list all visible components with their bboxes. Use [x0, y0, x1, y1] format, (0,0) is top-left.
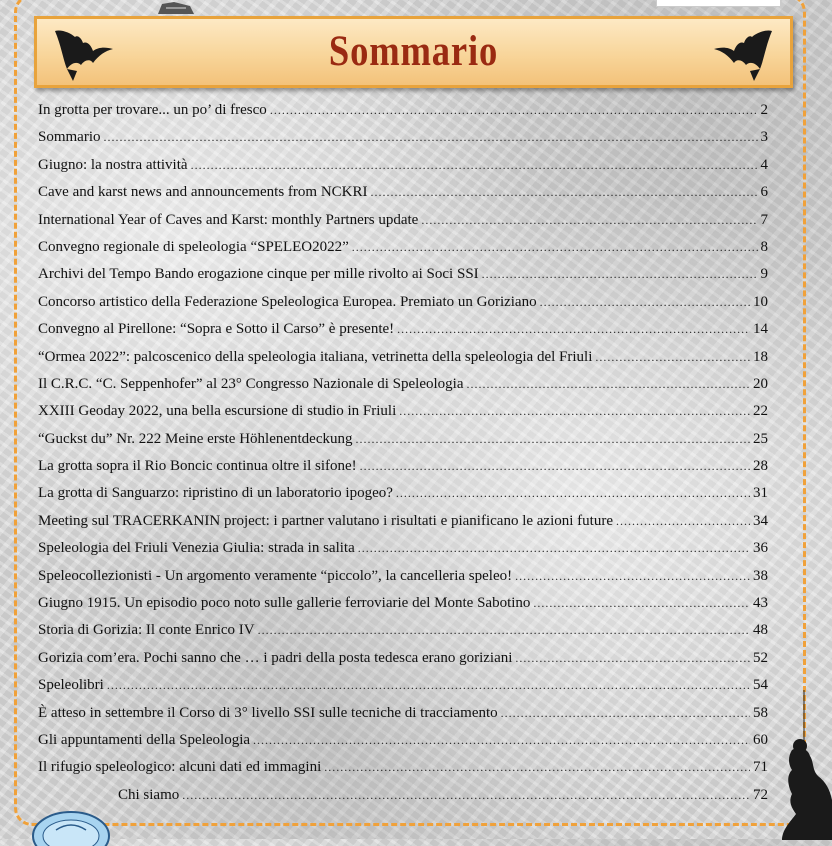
toc-leader-dots — [258, 623, 750, 638]
toc-entry[interactable] — [38, 184, 768, 211]
toc-entry-page: 22 — [753, 403, 768, 420]
page-title: Sommario — [328, 28, 499, 75]
toc-entry[interactable] — [38, 321, 768, 348]
toc-entry-page: 4 — [760, 156, 768, 173]
toc-entry[interactable] — [38, 568, 768, 595]
toc-entry-title: È atteso in settembre il Corso di 3° livello SSI sulle tecniche di tracciamento — [38, 704, 498, 721]
toc-entry[interactable] — [38, 157, 768, 184]
toc-leader-dots — [371, 185, 758, 200]
toc-entry[interactable] — [38, 349, 768, 376]
toc-entry[interactable] — [38, 239, 768, 266]
toc-leader-dots — [253, 733, 750, 748]
toc-entry-page: 36 — [753, 540, 768, 557]
toc-entry-page: 72 — [753, 786, 768, 803]
toc-leader-dots — [324, 760, 750, 775]
toc-leader-dots — [501, 706, 750, 721]
toc-entry-page: 28 — [753, 458, 768, 475]
toc-entry[interactable] — [38, 759, 768, 786]
toc-entry[interactable] — [38, 294, 768, 321]
toc-leader-dots — [616, 514, 750, 529]
toc-leader-dots — [399, 404, 750, 419]
toc-entry[interactable] — [38, 595, 768, 622]
toc-entry-title: Cave and karst news and announcements from NCKRI — [38, 184, 368, 201]
toc-entry-page: 20 — [753, 375, 768, 392]
toc-leader-dots — [360, 459, 750, 474]
toc-leader-dots — [397, 322, 750, 337]
toc-leader-dots — [595, 350, 750, 365]
toc-entry-page: 14 — [753, 321, 768, 338]
toc-entry-title: Gli appuntamenti della Speleologia — [38, 731, 251, 748]
top-logo-icon — [156, 0, 196, 14]
toc-leader-dots — [352, 240, 758, 255]
toc-entry-title: XXIII Geoday 2022, una bella escursione di studio in Friuli — [38, 403, 397, 420]
toc-leader-dots — [515, 569, 750, 584]
toc-entry-page: 43 — [753, 595, 768, 612]
toc-entry-title: Il C.R.C. “C. Seppenhofer” al 23° Congresso Nazionale di Speleologia — [38, 375, 464, 392]
toc-entry-title: Meeting sul TRACERKANIN project: i partner valutano i risultati e pianificano le azioni future — [38, 512, 613, 529]
toc-leader-dots — [467, 377, 751, 392]
toc-leader-dots — [482, 267, 758, 282]
toc-entry[interactable] — [38, 212, 768, 239]
toc-entry-page: 54 — [753, 677, 768, 694]
toc-entry-page: 10 — [753, 293, 768, 310]
title-banner — [34, 16, 793, 88]
toc-entry-title: “Ormea 2022”: palcoscenico della speleologia italiana, vetrinetta della speleologia del Friuli — [38, 348, 593, 365]
toc-entry-title: Storia di Gorizia: Il conte Enrico IV — [38, 622, 255, 639]
toc-entry[interactable] — [38, 650, 768, 677]
toc-entry[interactable] — [38, 540, 768, 567]
toc-entry-title: Convegno al Pirellone: “Sopra e Sotto il Carso” è presente! — [38, 321, 395, 338]
toc-entry-page: 48 — [753, 622, 768, 639]
toc-entry[interactable] — [38, 102, 768, 129]
toc-leader-dots — [540, 295, 750, 310]
toc-leader-dots — [182, 788, 750, 803]
toc-entry-page: 6 — [760, 184, 768, 201]
toc-entry-title: Concorso artistico della Federazione Speleologica Europea. Premiato un Goriziano — [38, 293, 537, 310]
toc-leader-dots — [515, 651, 750, 666]
toc-entry-title: Speleocollezionisti - Un argomento veramente “piccolo”, la cancelleria speleo! — [38, 567, 513, 584]
toc-entry-page: 3 — [760, 129, 768, 146]
toc-entry-page: 2 — [760, 102, 768, 118]
toc-entry-title: Speleolibri — [38, 677, 104, 694]
toc-entry[interactable] — [38, 787, 768, 814]
toc-entry-title: La grotta sopra il Rio Boncic continua oltre il sifone! — [38, 458, 357, 475]
toc-leader-dots — [396, 486, 750, 501]
toc-entry-title: Gorizia com’era. Pochi sanno che … i padri della posta tedesca erano goriziani — [38, 649, 513, 666]
toc-entry-title: International Year of Caves and Karst: monthly Partners update — [38, 211, 419, 228]
toc-entry-page: 8 — [760, 238, 768, 255]
toc-entry-page: 7 — [760, 211, 768, 228]
toc-entry-page: 58 — [753, 704, 768, 721]
toc-leader-dots — [358, 541, 750, 556]
toc-entry-title: Giugno 1915. Un episodio poco noto sulle gallerie ferroviarie del Monte Sabotino — [38, 595, 531, 612]
table-of-contents — [38, 102, 768, 814]
toc-leader-dots — [421, 213, 757, 228]
club-logo-icon — [30, 806, 112, 846]
toc-entry-page: 18 — [753, 348, 768, 365]
toc-entry-title: Archivi del Tempo Bando erogazione cinque per mille rivolto ai Soci SSI — [38, 266, 479, 283]
toc-entry[interactable] — [38, 513, 768, 540]
bat-icon — [710, 25, 780, 85]
toc-leader-dots — [533, 596, 750, 611]
caver-silhouette-icon — [752, 690, 832, 840]
toc-entry[interactable] — [38, 485, 768, 512]
toc-entry-page: 34 — [753, 512, 768, 529]
toc-entry-title: Il rifugio speleologico: alcuni dati ed immagini — [38, 759, 322, 776]
toc-entry-page: 31 — [753, 485, 768, 502]
toc-leader-dots — [104, 130, 758, 145]
toc-entry-title: Chi siamo — [118, 786, 180, 803]
toc-entry-page: 25 — [753, 430, 768, 447]
toc-entry[interactable] — [38, 677, 768, 704]
toc-entry[interactable] — [38, 458, 768, 485]
toc-entry[interactable] — [38, 376, 768, 403]
toc-leader-dots — [107, 678, 750, 693]
toc-entry[interactable] — [38, 431, 768, 458]
toc-entry[interactable] — [38, 705, 768, 732]
toc-entry-page: 71 — [753, 759, 768, 776]
toc-entry[interactable] — [38, 266, 768, 293]
top-tab — [656, 0, 781, 7]
toc-entry-title: Giugno: la nostra attività — [38, 156, 188, 173]
toc-entry-page: 52 — [753, 649, 768, 666]
toc-entry-title: “Guckst du” Nr. 222 Meine erste Höhlenentdeckung — [38, 430, 353, 447]
toc-leader-dots — [356, 432, 751, 447]
toc-entry-page: 9 — [760, 266, 768, 283]
toc-entry[interactable] — [38, 732, 768, 759]
toc-entry-page: 38 — [753, 567, 768, 584]
toc-entry-title: La grotta di Sanguarzo: ripristino di un laboratorio ipogeo? — [38, 485, 393, 502]
toc-entry-title: Sommario — [38, 129, 101, 146]
toc-entry-title: Speleologia del Friuli Venezia Giulia: strada in salita — [38, 540, 355, 557]
toc-entry[interactable] — [38, 622, 768, 649]
toc-entry-title: In grotta per trovare... un po’ di fresco — [38, 102, 267, 118]
toc-entry-page: 60 — [753, 731, 768, 748]
toc-entry-title: Convegno regionale di speleologia “SPELEO2022” — [38, 238, 349, 255]
toc-leader-dots — [270, 103, 758, 118]
toc-entry[interactable] — [38, 403, 768, 430]
toc-leader-dots — [191, 158, 758, 173]
toc-entry[interactable] — [38, 129, 768, 156]
